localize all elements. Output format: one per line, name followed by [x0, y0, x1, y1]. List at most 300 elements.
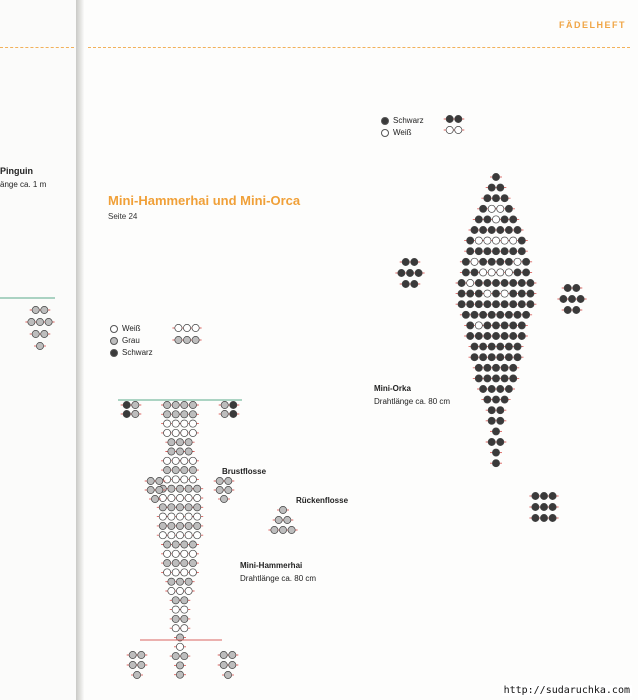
hammerhai-bead — [172, 606, 179, 613]
orca-bead — [497, 311, 504, 318]
brustflosse-label: Brustflosse — [222, 467, 267, 476]
hammerhai-bead — [176, 643, 183, 650]
hammerhai-bead — [181, 653, 188, 660]
orca-bead — [518, 332, 525, 339]
hammerhai-bead — [230, 410, 237, 417]
hammerhai-bead — [181, 429, 188, 436]
orca-bead — [484, 332, 491, 339]
hammerhai-tail-bead — [220, 661, 227, 668]
orca-bead — [492, 375, 499, 382]
hammerhai-bead — [168, 494, 175, 501]
hammerhai-legend-bead — [175, 336, 182, 343]
hammerhai-bead — [172, 625, 179, 632]
hammerhai-tail-bead — [229, 651, 236, 658]
orca-tail-bead — [549, 503, 556, 510]
hammerhai-bead — [168, 578, 175, 585]
orca-bead — [510, 301, 517, 308]
orca-bead — [475, 301, 482, 308]
hammerhai-bead — [176, 522, 183, 529]
orca-bead — [501, 332, 508, 339]
hammerhai-bead — [172, 569, 179, 576]
hammerhai-tail-bead — [129, 661, 136, 668]
pinguin-bead — [36, 318, 43, 325]
hammerhai-tail-bead — [129, 651, 136, 658]
orca-bead — [523, 311, 530, 318]
orca-tail-bead — [540, 503, 547, 510]
hammerhai-bead — [159, 522, 166, 529]
hammerhai-bead — [159, 504, 166, 511]
hammerhai-bead — [176, 662, 183, 669]
hammerhai-bead — [194, 485, 201, 492]
orca-bead — [505, 354, 512, 361]
hammerhai-bead — [123, 401, 130, 408]
pinguin-bead — [32, 306, 39, 313]
orca-bead — [484, 322, 491, 329]
orca-bead — [471, 269, 478, 276]
pinguin-bead — [45, 318, 52, 325]
orca-bead — [492, 396, 499, 403]
orca-bead — [488, 354, 495, 361]
orca-bead — [527, 279, 534, 286]
hammerhai-fin-bead — [216, 486, 223, 493]
hammerhai-dorsal-bead — [275, 516, 282, 523]
orca-fin-bead — [564, 306, 571, 313]
orca-bead — [492, 237, 499, 244]
orca-bead — [488, 258, 495, 265]
orca-bead — [510, 375, 517, 382]
orca-bead — [497, 354, 504, 361]
hammerhai-dorsal-bead — [271, 526, 278, 533]
orca-bead — [510, 290, 517, 297]
orca-bead — [492, 332, 499, 339]
hammerhai-bead — [164, 476, 171, 483]
orca-bead — [510, 364, 517, 371]
orca-dorsal-bead — [411, 280, 418, 287]
orca-dorsal-bead — [402, 280, 409, 287]
orca-bead — [514, 258, 521, 265]
orca-bead — [484, 195, 491, 202]
orca-bead — [458, 279, 465, 286]
hammerhai-bead — [159, 532, 166, 539]
hammerhai-fin-bead — [156, 477, 163, 484]
hammerhai-fin-bead — [151, 495, 158, 502]
orca-name: Mini-Orka — [374, 384, 411, 393]
hammerhai-wire-length: Drahtlänge ca. 80 cm — [240, 574, 317, 583]
orca-bead — [501, 364, 508, 371]
hammerhai-bead — [168, 504, 175, 511]
orca-tail-bead — [549, 492, 556, 499]
hammerhai-bead — [172, 411, 179, 418]
orca-fin-bead — [560, 295, 567, 302]
orca-bead — [467, 279, 474, 286]
orca-bead — [501, 290, 508, 297]
hammerhai-bead — [189, 411, 196, 418]
orca-bead — [475, 375, 482, 382]
hammerhai-bead — [185, 578, 192, 585]
hammerhai-bead — [230, 401, 237, 408]
orca-bead — [497, 438, 504, 445]
orca-bead — [514, 311, 521, 318]
orca-bead — [492, 301, 499, 308]
orca-bead — [497, 385, 504, 392]
hammerhai-bead — [168, 532, 175, 539]
hammerhai-bead — [189, 476, 196, 483]
hammerhai-dorsal-bead — [279, 506, 286, 513]
orca-bead — [492, 195, 499, 202]
hammerhai-bead — [176, 439, 183, 446]
orca-bead — [505, 385, 512, 392]
orca-bead — [510, 322, 517, 329]
orca-bead — [492, 279, 499, 286]
orca-bead — [497, 269, 504, 276]
orca-bead — [497, 205, 504, 212]
hammerhai-bead — [194, 532, 201, 539]
hammerhai-bead — [221, 410, 228, 417]
orca-legend-bead — [455, 126, 462, 133]
orca-bead — [523, 258, 530, 265]
hammerhai-legend-bead — [175, 324, 182, 331]
hammerhai-bead — [164, 550, 171, 557]
hammerhai-fin-bead — [156, 486, 163, 493]
hammerhai-bead — [172, 457, 179, 464]
orca-bead — [484, 301, 491, 308]
orca-bead — [505, 311, 512, 318]
orca-bead — [488, 269, 495, 276]
orca-bead — [501, 248, 508, 255]
hammerhai-bead — [176, 587, 183, 594]
orca-bead — [514, 343, 521, 350]
hammerhai-tail-bead — [138, 661, 145, 668]
orca-dorsal-bead — [402, 258, 409, 265]
hammerhai-tail-bead — [220, 651, 227, 658]
orca-bead — [492, 322, 499, 329]
orca-bead — [518, 279, 525, 286]
hammerhai-bead — [185, 587, 192, 594]
hammerhai-bead — [181, 401, 188, 408]
hammerhai-bead — [185, 504, 192, 511]
hammerhai-bead — [164, 541, 171, 548]
orca-bead — [467, 290, 474, 297]
orca-bead — [492, 460, 499, 467]
hammerhai-tail-bead — [138, 651, 145, 658]
hammerhai-bead — [221, 401, 228, 408]
orca-bead — [471, 226, 478, 233]
orca-bead — [475, 332, 482, 339]
hammerhai-bead — [172, 597, 179, 604]
orca-bead — [501, 279, 508, 286]
orca-bead — [501, 322, 508, 329]
orca-bead — [501, 396, 508, 403]
pinguin-bead — [41, 330, 48, 337]
orca-tail-bead — [532, 503, 539, 510]
hammerhai-bead — [181, 606, 188, 613]
hammerhai-bead — [181, 569, 188, 576]
orca-bead — [514, 354, 521, 361]
hammerhai-legend-bead — [192, 336, 199, 343]
orca-legend-bead — [446, 115, 453, 122]
orca-bead — [488, 226, 495, 233]
hammerhai-bead — [164, 457, 171, 464]
orca-bead — [475, 279, 482, 286]
orca-bead — [501, 195, 508, 202]
hammerhai-legend-bead — [183, 336, 190, 343]
orca-bead — [488, 184, 495, 191]
hammerhai-bead — [132, 401, 139, 408]
hammerhai-bead — [181, 625, 188, 632]
hammerhai-bead — [172, 476, 179, 483]
hammerhai-bead — [185, 448, 192, 455]
hammerhai-bead — [189, 401, 196, 408]
orca-bead — [480, 354, 487, 361]
orca-bead — [484, 237, 491, 244]
orca-bead — [527, 290, 534, 297]
orca-bead — [484, 248, 491, 255]
hammerhai-bead — [181, 541, 188, 548]
hammerhai-fin-bead — [225, 477, 232, 484]
orca-bead — [488, 407, 495, 414]
orca-bead — [467, 301, 474, 308]
orca-bead — [505, 258, 512, 265]
hammerhai-bead — [123, 410, 130, 417]
orca-bead — [497, 343, 504, 350]
orca-bead — [497, 258, 504, 265]
orca-legend-bead — [446, 126, 453, 133]
orca-fin-bead — [564, 284, 571, 291]
hammerhai-bead — [172, 401, 179, 408]
hammerhai-bead — [132, 410, 139, 417]
hammerhai-bead — [164, 401, 171, 408]
orca-tail-bead — [540, 492, 547, 499]
hammerhai-bead — [189, 429, 196, 436]
orca-dorsal-bead — [411, 258, 418, 265]
hammerhai-dorsal-bead — [284, 516, 291, 523]
orca-bead — [492, 173, 499, 180]
orca-bead — [527, 301, 534, 308]
orca-wire-length: Drahtlänge ca. 80 cm — [374, 397, 451, 406]
orca-bead — [505, 343, 512, 350]
hammerhai-bead — [185, 439, 192, 446]
hammerhai-bead — [194, 513, 201, 520]
pinguin-bead — [41, 306, 48, 313]
orca-bead — [484, 290, 491, 297]
hammerhai-legend-bead — [183, 324, 190, 331]
orca-tail-bead — [549, 514, 556, 521]
hammerhai-bead — [176, 578, 183, 585]
hammerhai-bead — [172, 467, 179, 474]
legend-label: Schwarz — [122, 348, 153, 357]
orca-bead — [471, 258, 478, 265]
orca-bead — [518, 248, 525, 255]
hammerhai-bead — [168, 522, 175, 529]
orca-bead — [475, 216, 482, 223]
orca-bead — [488, 417, 495, 424]
orca-fin-bead — [573, 306, 580, 313]
orca-bead — [510, 279, 517, 286]
hammerhai-bead — [172, 560, 179, 567]
orca-bead — [480, 226, 487, 233]
hammerhai-bead — [181, 457, 188, 464]
orca-bead — [492, 428, 499, 435]
rueckenflosse-label: Rückenflosse — [296, 496, 349, 505]
orca-legend-bead — [455, 115, 462, 122]
legend-label: Grau — [122, 336, 140, 345]
hammerhai-bead — [189, 560, 196, 567]
orca-bead — [471, 354, 478, 361]
hammerhai-bead — [168, 513, 175, 520]
hammerhai-bead — [168, 587, 175, 594]
hammerhai-bead — [176, 448, 183, 455]
orca-bead — [488, 438, 495, 445]
orca-bead — [518, 290, 525, 297]
orca-bead — [458, 290, 465, 297]
hammerhai-bead — [181, 597, 188, 604]
orca-bead — [480, 205, 487, 212]
hammerhai-bead — [176, 494, 183, 501]
orca-bead — [523, 269, 530, 276]
hammerhai-dorsal-bead — [288, 526, 295, 533]
pinguin-bead — [32, 330, 39, 337]
orca-fin-bead — [568, 295, 575, 302]
orca-dorsal-bead — [398, 269, 405, 276]
hammerhai-bead — [164, 411, 171, 418]
hammerhai-bead — [172, 653, 179, 660]
hammerhai-bead — [168, 448, 175, 455]
hammerhai-bead — [189, 457, 196, 464]
orca-bead — [505, 269, 512, 276]
hammerhai-bead — [176, 485, 183, 492]
hammerhai-bead — [176, 532, 183, 539]
hammerhai-fin-bead — [225, 486, 232, 493]
hammerhai-bead — [185, 532, 192, 539]
orca-bead — [501, 216, 508, 223]
hammerhai-bead — [181, 550, 188, 557]
orca-bead — [501, 375, 508, 382]
orca-bead — [480, 385, 487, 392]
orca-bead — [484, 375, 491, 382]
section-label: FÄDELHEFT — [559, 20, 626, 30]
hammerhai-bead — [185, 485, 192, 492]
hammerhai-bead — [172, 541, 179, 548]
orca-bead — [484, 216, 491, 223]
orca-bead — [480, 311, 487, 318]
hammerhai-bead — [194, 522, 201, 529]
hammerhai-bead — [164, 560, 171, 567]
hammerhai-bead — [185, 513, 192, 520]
orca-bead — [462, 269, 469, 276]
hammerhai-bead — [172, 429, 179, 436]
pinguin-bead — [28, 318, 35, 325]
orca-bead — [510, 237, 517, 244]
orca-bead — [497, 226, 504, 233]
source-url: http://sudaruchka.com — [503, 685, 630, 696]
orca-bead — [475, 364, 482, 371]
orca-bead — [480, 343, 487, 350]
orca-bead — [475, 237, 482, 244]
orca-bead — [497, 184, 504, 191]
hammerhai-bead — [194, 504, 201, 511]
orca-bead — [492, 248, 499, 255]
hammerhai-bead — [172, 615, 179, 622]
orca-bead — [484, 279, 491, 286]
hammerhai-bead — [189, 420, 196, 427]
hammerhai-bead — [172, 420, 179, 427]
hammerhai-bead — [168, 485, 175, 492]
orca-bead — [467, 322, 474, 329]
hammerhai-bead — [159, 494, 166, 501]
orca-bead — [510, 216, 517, 223]
orca-bead — [480, 258, 487, 265]
orca-bead — [488, 385, 495, 392]
orca-bead — [480, 269, 487, 276]
orca-bead — [510, 332, 517, 339]
orca-bead — [462, 311, 469, 318]
orca-bead — [467, 237, 474, 244]
orca-bead — [514, 226, 521, 233]
hammerhai-bead — [181, 476, 188, 483]
hammerhai-fin-bead — [147, 477, 154, 484]
legend-label: Schwarz — [393, 116, 424, 125]
orca-bead — [514, 269, 521, 276]
hammerhai-fin-bead — [147, 486, 154, 493]
page-reference: Seite 24 — [108, 212, 138, 221]
orca-bead — [501, 237, 508, 244]
hammerhai-bead — [181, 420, 188, 427]
orca-bead — [475, 248, 482, 255]
orca-dorsal-bead — [406, 269, 413, 276]
orca-bead — [518, 237, 525, 244]
orca-fin-bead — [577, 295, 584, 302]
orca-bead — [488, 343, 495, 350]
hammerhai-bead — [159, 513, 166, 520]
hammerhai-bead — [176, 504, 183, 511]
orca-bead — [475, 322, 482, 329]
legend-label: Weiß — [393, 128, 412, 137]
legend-label: Weiß — [122, 324, 141, 333]
hammerhai-legend-bead — [192, 324, 199, 331]
orca-bead — [510, 248, 517, 255]
orca-bead — [492, 364, 499, 371]
hammerhai-bead — [181, 411, 188, 418]
orca-bead — [492, 449, 499, 456]
pinguin-bead — [36, 342, 43, 349]
hammerhai-bead — [164, 420, 171, 427]
orca-bead — [518, 301, 525, 308]
hammerhai-bead — [172, 550, 179, 557]
orca-bead — [467, 332, 474, 339]
orca-bead — [501, 301, 508, 308]
hammerhai-bead — [189, 550, 196, 557]
orca-bead — [484, 364, 491, 371]
orca-bead — [488, 205, 495, 212]
hammerhai-bead — [181, 467, 188, 474]
hammerhai-bead — [194, 494, 201, 501]
orca-fin-bead — [573, 284, 580, 291]
orca-bead — [492, 216, 499, 223]
orca-bead — [518, 322, 525, 329]
orca-bead — [467, 248, 474, 255]
hammerhai-bead — [185, 494, 192, 501]
hammerhai-bead — [176, 671, 183, 678]
orca-bead — [462, 258, 469, 265]
hammerhai-fin-bead — [216, 477, 223, 484]
orca-dorsal-bead — [415, 269, 422, 276]
hammerhai-bead — [189, 541, 196, 548]
hammerhai-tail-bead — [229, 661, 236, 668]
pinguin-wire-length: änge ca. 1 m — [0, 180, 47, 189]
orca-bead — [497, 407, 504, 414]
orca-bead — [505, 205, 512, 212]
orca-bead — [458, 301, 465, 308]
